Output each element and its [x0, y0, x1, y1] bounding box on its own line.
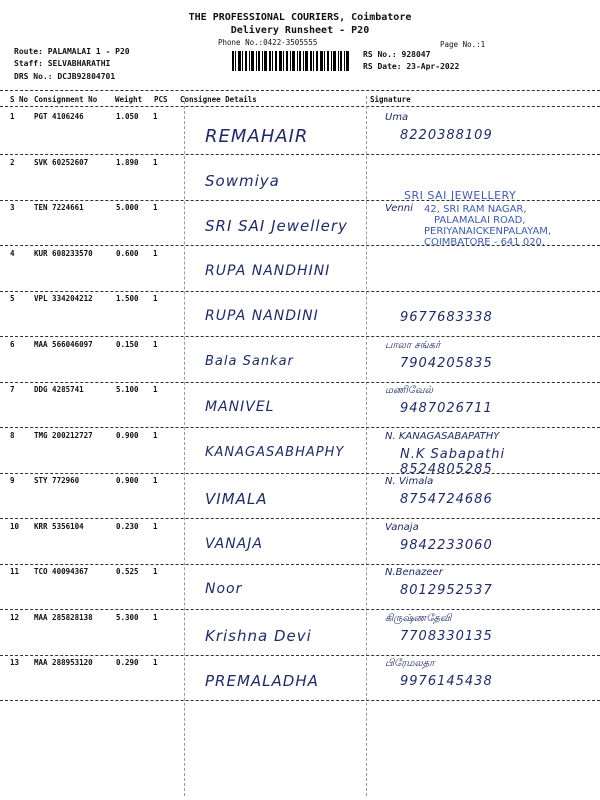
row-pcs: 1 — [153, 112, 158, 121]
row-sno: 10 — [10, 521, 20, 531]
row-consignee-name: VIMALA — [205, 490, 268, 508]
row-weight: 0.230 — [116, 521, 139, 531]
row-consignment-no: TMG 200212727 — [34, 430, 93, 440]
row-sno: 11 — [10, 567, 20, 576]
row-consignee-name: Bala Sankar — [205, 353, 294, 369]
row-consignment-no: MAA 288953120 — [34, 658, 93, 667]
row-signature: N.Benazeer — [385, 567, 443, 578]
row-consignment-no: TEN 7224661 — [34, 203, 84, 212]
table-row — [0, 429, 600, 475]
header-rule-bottom — [0, 106, 600, 107]
table-row — [0, 474, 600, 520]
row-pcs: 1 — [153, 612, 158, 622]
table-row — [0, 338, 600, 384]
col-pcs: PCS — [154, 95, 168, 104]
row-consignee-name: MANIVEL — [205, 399, 275, 415]
row-signature-phone: 9976145438 — [400, 674, 493, 689]
col-consignment: Consignment No — [34, 95, 98, 104]
col-signature: Signature — [370, 95, 411, 104]
row-sno: 8 — [10, 430, 15, 440]
row-pcs: 1 — [153, 294, 158, 303]
row-sno: 4 — [10, 248, 15, 258]
table-row — [0, 110, 600, 156]
row-sno: 6 — [10, 339, 15, 349]
row-weight: 0.525 — [116, 567, 139, 576]
table-row — [0, 247, 600, 293]
row-signature-phone: 7708330135 — [400, 628, 493, 644]
row-signature-phone: N.K Sabapathi 8524805285 — [400, 446, 506, 477]
rs-date: RS Date: 23-Apr-2022 — [363, 62, 460, 71]
col-sno: S No — [10, 95, 29, 104]
row-consignment-no: PGT 4106246 — [34, 112, 84, 121]
row-pcs: 1 — [153, 157, 158, 167]
header-rule-top — [0, 90, 600, 91]
row-pcs: 1 — [153, 430, 158, 440]
stamp-line5: COIMBATORE - 641 020. — [424, 237, 546, 248]
row-consignment-no: TCO 40094367 — [34, 567, 89, 576]
row-weight: 5.100 — [116, 385, 139, 394]
row-weight: 0.290 — [116, 658, 139, 667]
stamp-line1: SRI SAI JEWELLERY — [404, 189, 517, 202]
barcode — [232, 51, 350, 71]
row-pcs: 1 — [153, 248, 158, 258]
runsheet-title: Delivery Runsheet - P20 — [230, 25, 370, 36]
row-signature-phone: 8754724686 — [400, 492, 493, 507]
row-pcs: 1 — [153, 521, 158, 531]
row-signature-phone: 9677683338 — [400, 310, 493, 325]
row-weight: 0.900 — [116, 430, 139, 440]
row-weight: 1.890 — [116, 157, 139, 167]
row-weight: 0.900 — [116, 476, 139, 485]
row-sno: 1 — [10, 112, 15, 121]
row-consignee-name: Noor — [205, 581, 243, 597]
row-signature-phone: 9487026711 — [400, 401, 493, 416]
row-consignee-name: Krishna Devi — [205, 626, 312, 645]
table-row — [0, 656, 600, 702]
table-row — [0, 520, 600, 566]
row-signature: N. KANAGASABAPATHY — [385, 430, 500, 442]
row-signature-phone: 7904205835 — [400, 355, 493, 371]
stamp-line4: PERIYANAICKENPALAYAM, — [424, 226, 552, 237]
row-signature-phone: 9842233060 — [400, 537, 493, 553]
row-consignee-name: KANAGASABHAPHY — [205, 444, 345, 460]
row-weight: 0.150 — [116, 339, 139, 349]
row-consignee-name: PREMALADHA — [205, 672, 319, 690]
row-signature: Uma — [385, 112, 409, 123]
row-sno: 2 — [10, 157, 15, 167]
row-pcs: 1 — [153, 476, 158, 485]
row-sno: 3 — [10, 203, 15, 212]
row-signature: மணிவேல் — [385, 385, 433, 396]
row-pcs: 1 — [153, 567, 158, 576]
row-weight: 5.300 — [116, 612, 139, 622]
page-number: Page No.:1 — [440, 40, 486, 49]
row-pcs: 1 — [153, 385, 158, 394]
col-weight: Weight — [115, 95, 143, 104]
row-consignee-name: REMAHAIR — [205, 126, 309, 147]
row-sno: 9 — [10, 476, 15, 485]
row-sno: 12 — [10, 612, 20, 622]
row-weight: 0.600 — [116, 248, 139, 258]
row-sno: 13 — [10, 658, 20, 667]
row-signature: Venni — [385, 203, 413, 214]
drs-number: DRS No.: DCJB92804701 — [14, 72, 116, 81]
rs-number: RS No.: 928047 — [363, 50, 431, 59]
row-consignee-name: RUPA NANDHINI — [205, 262, 331, 279]
route-label: Route: PALAMALAI 1 - P20 — [14, 47, 130, 56]
row-weight: 1.050 — [116, 112, 139, 121]
row-consignment-no: SVK 60252607 — [34, 157, 89, 167]
table-row — [0, 292, 600, 338]
row-signature: பாலா சங்கர் — [385, 339, 441, 351]
table-row — [0, 383, 600, 429]
col-consignee: Consignee Details — [180, 95, 257, 104]
row-consignment-no: STY 772960 — [34, 476, 80, 485]
row-consignment-no: KRR 5356104 — [34, 521, 84, 531]
row-consignment-no: DDG 4285741 — [34, 385, 84, 394]
row-pcs: 1 — [153, 339, 158, 349]
row-consignee-name: VANAJA — [205, 535, 263, 552]
row-consignment-no: MAA 566046097 — [34, 339, 93, 349]
row-consignee-name: SRI SAI Jewellery — [205, 217, 348, 235]
table-row — [0, 611, 600, 657]
row-signature: பிரேமலதா — [385, 658, 435, 669]
company-title: THE PROFESSIONAL COURIERS, Coimbatore — [188, 12, 412, 23]
row-signature-phone: 8012952537 — [400, 583, 493, 598]
row-consignment-no: KUR 608233570 — [34, 248, 93, 258]
table-row — [0, 565, 600, 611]
row-divider — [0, 700, 600, 701]
row-signature: N. Vimala — [385, 476, 434, 487]
staff-label: Staff: SELVABHARATHI — [14, 59, 111, 68]
row-consignment-no: VPL 334204212 — [34, 294, 93, 303]
row-signature: Vanaja — [385, 521, 419, 533]
stamp-line2: 42, SRI RAM NAGAR, — [424, 204, 527, 215]
row-sno: 5 — [10, 294, 15, 303]
row-signature: கிருஷ்ணதேவி — [385, 612, 452, 624]
row-sno: 7 — [10, 385, 15, 394]
row-consignee-name: Sowmiya — [205, 171, 280, 190]
row-pcs: 1 — [153, 658, 158, 667]
row-pcs: 1 — [153, 203, 158, 212]
phone-number: Phone No.:0422-3505555 — [218, 38, 318, 47]
row-consignee-name: RUPA NANDINI — [205, 308, 319, 324]
stamp-line3: PALAMALAI ROAD, — [434, 215, 526, 226]
row-signature-phone: 8220388109 — [400, 128, 493, 143]
row-weight: 1.500 — [116, 294, 139, 303]
row-weight: 5.000 — [116, 203, 139, 212]
row-consignment-no: MAA 285828138 — [34, 612, 93, 622]
